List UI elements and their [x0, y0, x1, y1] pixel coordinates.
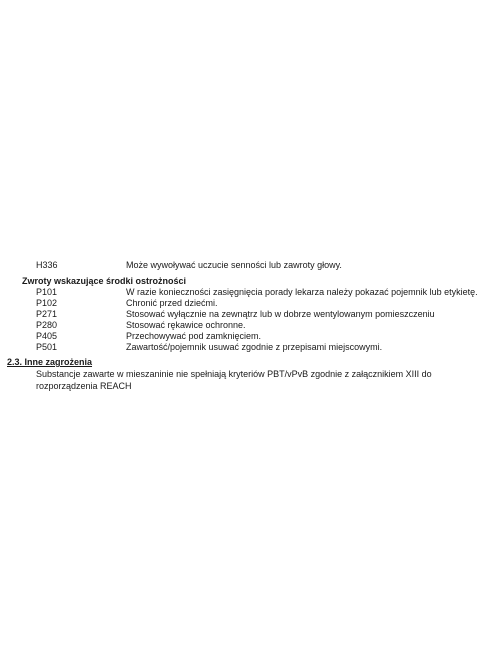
hazard-code: H336 [36, 260, 58, 270]
precautionary-heading: Zwroty wskazujące środki ostrożności [22, 276, 187, 286]
precautionary-row [0, 341, 500, 353]
precautionary-text: Stosować wyłącznie na zewnątrz lub w dobrze wentylowanym pomieszczeniu [126, 309, 435, 319]
precautionary-text: W razie konieczności zasięgnięcia porady lekarza należy pokazać pojemnik lub etykietę. [126, 287, 478, 297]
precautionary-text: Zawartość/pojemnik usuwać zgodnie z przepisami miejscowymi. [126, 342, 383, 352]
precautionary-code: P101 [36, 287, 58, 297]
precautionary-text: Przechowywać pod zamknięciem. [126, 331, 262, 341]
precautionary-text: Chronić przed dziećmi. [126, 298, 218, 308]
precautionary-code: P405 [36, 331, 58, 341]
hazard-statement-row [0, 259, 500, 271]
precautionary-text: Stosować rękawice ochronne. [126, 320, 246, 330]
precautionary-code: P501 [36, 342, 58, 352]
section-heading-other-hazards: 2.3. Inne zagrożenia [7, 357, 93, 367]
precautionary-code: P102 [36, 298, 58, 308]
precautionary-code: P271 [36, 309, 58, 319]
precautionary-code: P280 [36, 320, 58, 330]
hazard-text: Może wywoływać uczucie senności lub zawroty głowy. [126, 260, 342, 270]
other-hazards-text: Substancje zawarte w mieszaninie nie spełniają kryteriów PBT/vPvB zgodnie z załącznikiem XIII do rozporządzenia REACH [36, 369, 432, 391]
